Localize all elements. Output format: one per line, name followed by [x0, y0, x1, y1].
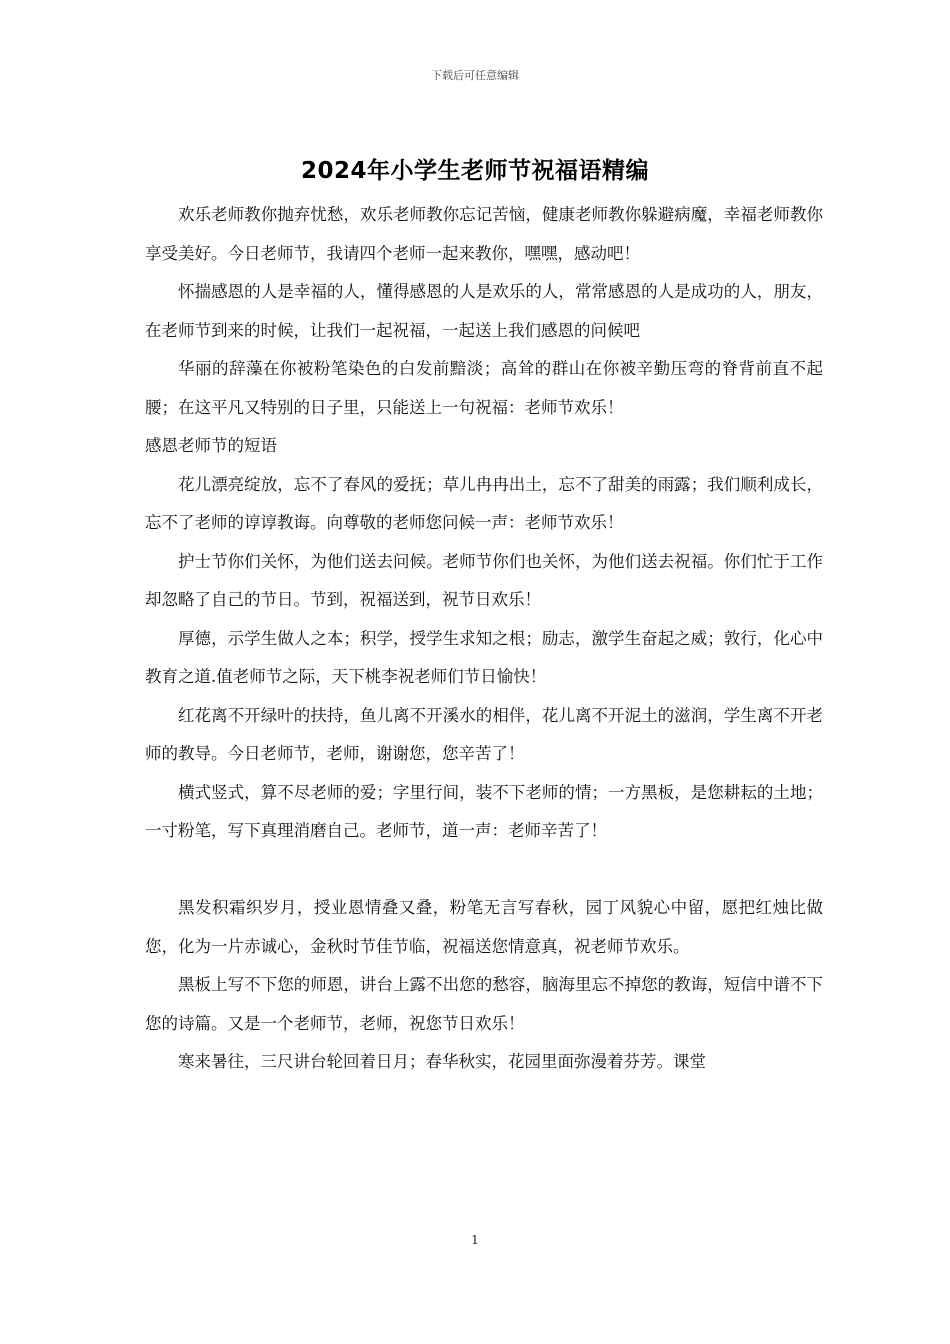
page-header-note: 下载后可任意编辑 [431, 69, 519, 82]
paragraph-3: 华丽的辞藻在你被粉笔染色的白发前黯淡；高耸的群山在你被辛勤压弯的脊背前直不起腰；在这平凡又特别的日子里，只能送上一句祝福：老师节欢乐！ [145, 359, 823, 417]
document-title: 2024年小学生老师节祝福语精编 [300, 158, 649, 184]
paragraph-1: 欢乐老师教你抛弃忧愁，欢乐老师教你忘记苦恼，健康老师教你躲避病魔，幸福老师教你享受美好。今日老师节，我请四个老师一起来教你，嘿嘿，感动吧！ [145, 205, 823, 263]
blank-line [145, 851, 823, 890]
paragraph-5: 护士节你们关怀，为他们送去问候。老师节你们也关怀，为他们送去祝福。你们忙于工作却忽略了自己的节日。节到，祝福送到，祝节日欢乐！ [145, 551, 823, 609]
section-heading: 感恩老师节的短语 [145, 436, 277, 455]
paragraph-2: 怀揣感恩的人是幸福的人，懂得感恩的人是欢乐的人，常常感恩的人是成功的人，朋友，在老师节到来的时候，让我们一起祝福，一起送上我们感恩的问候吧 [145, 282, 823, 340]
paragraph-8: 横式竖式，算不尽老师的爱；字里行间，装不下老师的情；一方黑板，是您耕耘的土地；一寸粉笔，写下真理消磨自己。老师节，道一声：老师辛苦了！ [145, 782, 823, 840]
paragraph-4: 花儿漂亮绽放，忘不了春风的爱抚；草儿冉冉出土，忘不了甜美的雨露；我们顺利成长，忘不了老师的谆谆教诲。向尊敬的老师您问候一声：老师节欢乐！ [145, 474, 823, 532]
paragraph-7: 红花离不开绿叶的扶持，鱼儿离不开溪水的相伴，花儿离不开泥土的滋润，学生离不开老师的教导。今日老师节，老师，谢谢您，您辛苦了！ [145, 705, 823, 763]
paragraph-6: 厚德，示学生做人之本；积学，授学生求知之根；励志，激学生奋起之威；敦行，化心中教育之道.值老师节之际，天下桃李祝老师们节日愉快！ [145, 628, 823, 686]
page-number: 1 [471, 1233, 479, 1247]
paragraph-10: 黑板上写不下您的师恩，讲台上露不出您的愁容，脑海里忘不掉您的教诲，短信中谱不下您的诗篇。又是一个老师节，老师，祝您节日欢乐！ [145, 975, 823, 1033]
paragraph-9: 黑发积霜织岁月，授业恩情叠又叠，粉笔无言写春秋，园丁风貌心中留，愿把红烛比做您，化为一片赤诚心，金秋时节佳节临，祝福送您情意真，祝老师节欢乐。 [145, 898, 823, 956]
paragraph-11: 寒来暑往，三尺讲台轮回着日月；春华秋实，花园里面弥漫着芬芳。课堂 [178, 1052, 706, 1071]
document-body [145, 196, 823, 1082]
